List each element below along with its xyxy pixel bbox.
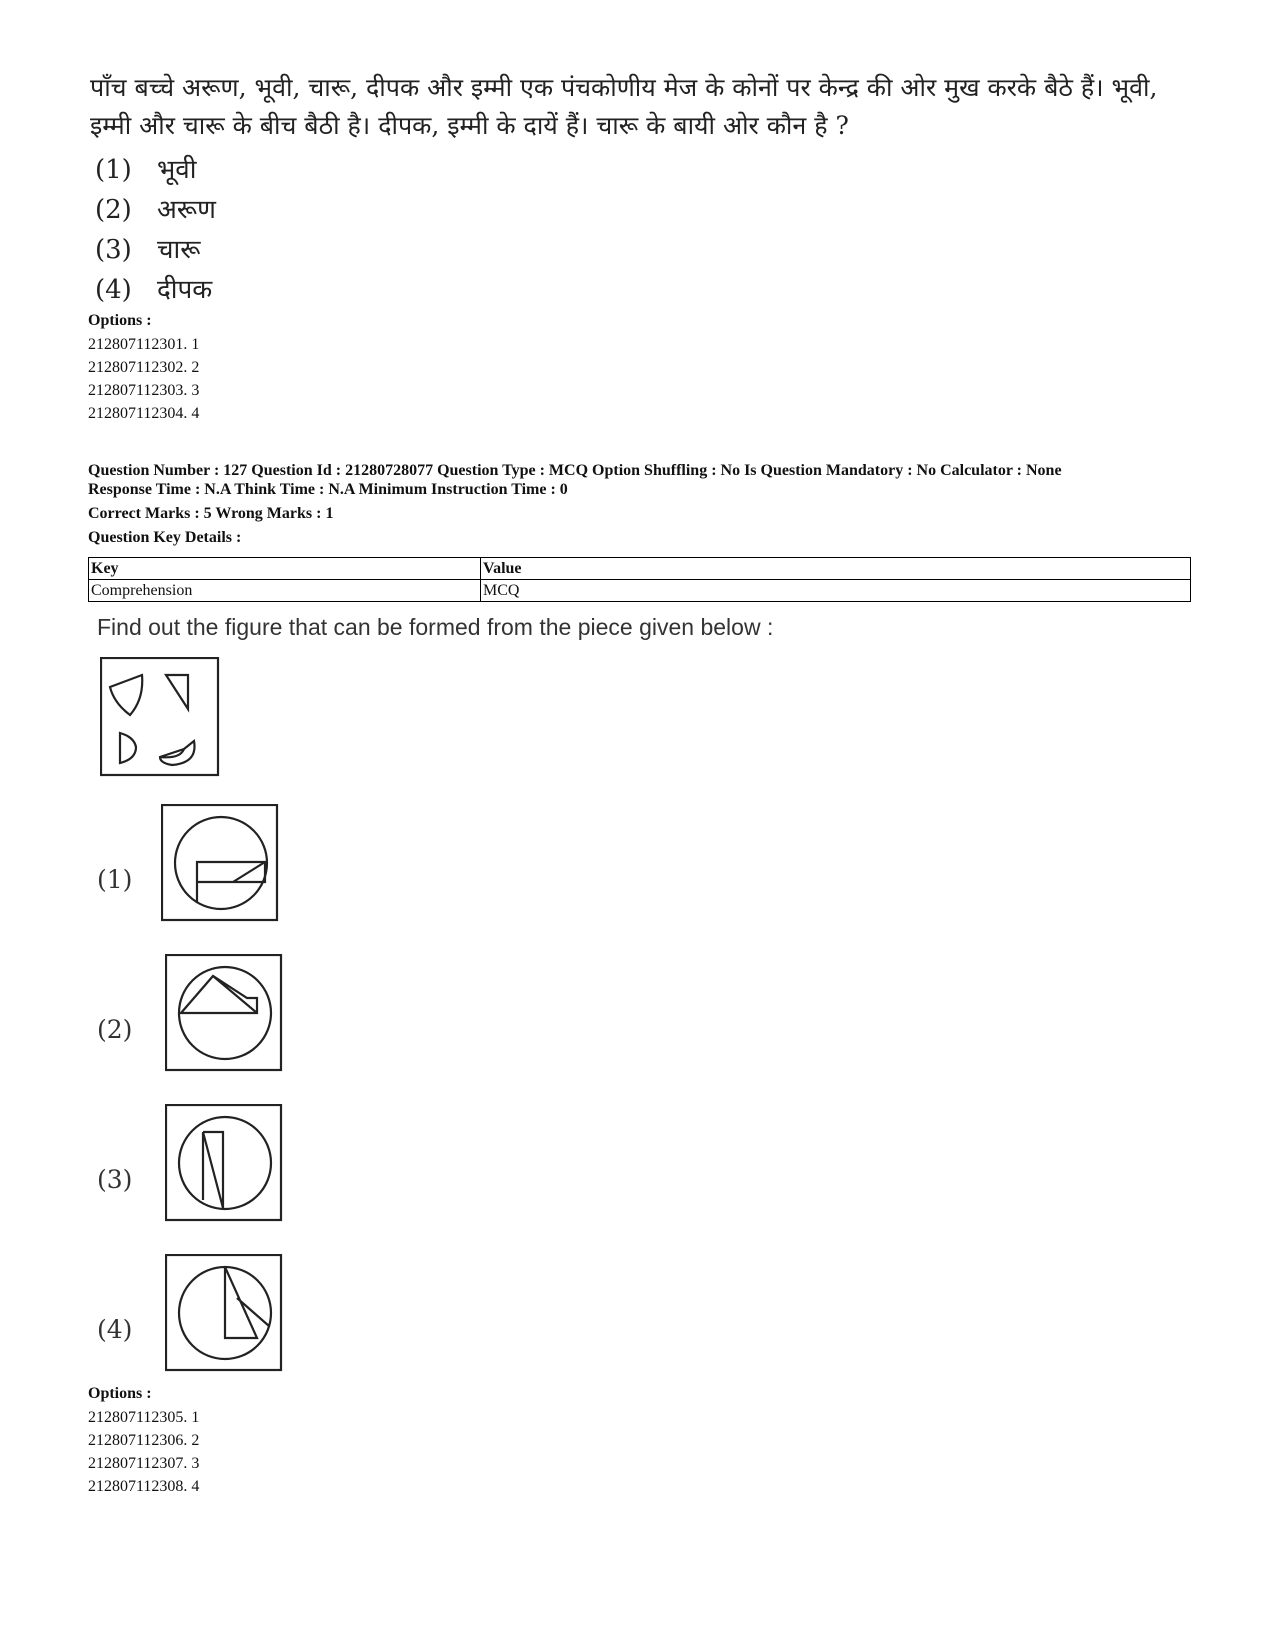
figure-label-3: (3) <box>97 1165 133 1194</box>
q1-choice-2 <box>95 190 216 226</box>
piece-triangle <box>166 675 188 709</box>
table-row <box>89 580 1191 602</box>
q1-option-4: 212807112304. 4 <box>88 405 200 422</box>
q2-meta-line1: Question Number : 127 Question Id : 21280728077 Question Type : MCQ Option Shuffling : No Is Question Mandatory : No Calculator : None <box>88 462 1062 479</box>
q2-marks: Correct Marks : 5 Wrong Marks : 1 <box>88 505 334 522</box>
q2-key-details-label: Question Key Details : <box>88 529 242 546</box>
q1-choice-3 <box>95 230 200 266</box>
choice-text: चारू <box>157 235 201 265</box>
q2-question-text: Find out the figure that can be formed from the piece given below : <box>97 614 774 640</box>
figure-option-3 <box>165 1104 283 1222</box>
q1-choice-4 <box>95 270 212 306</box>
piece-segment <box>120 733 136 763</box>
q2-option-4: 212807112308. 4 <box>88 1478 200 1495</box>
figure-option-1 <box>161 804 279 922</box>
table-cell-key: Comprehension <box>89 580 481 602</box>
table-header-row <box>89 558 1191 580</box>
q2-option-2: 212807112306. 2 <box>88 1432 200 1449</box>
q1-option-2: 212807112302. 2 <box>88 359 200 376</box>
choice-number: (1) <box>95 155 132 185</box>
choice-number: (3) <box>95 235 132 265</box>
table-header-value: Value <box>481 558 1191 580</box>
q2-option-3: 212807112307. 3 <box>88 1455 200 1472</box>
figure-option-4 <box>165 1254 283 1372</box>
pieces-figure <box>100 657 220 777</box>
choice-text: दीपक <box>157 275 213 305</box>
q1-option-1: 212807112301. 1 <box>88 336 200 353</box>
piece-quarter-sector <box>110 675 142 715</box>
choice-text: अरूण <box>157 195 216 225</box>
q1-option-3: 212807112303. 3 <box>88 382 200 399</box>
question-key-table <box>88 557 1191 602</box>
figure-label-4: (4) <box>97 1315 133 1344</box>
q2-meta-line2: Response Time : N.A Think Time : N.A Minimum Instruction Time : 0 <box>88 481 568 498</box>
table-cell-value: MCQ <box>481 580 1191 602</box>
q1-text-line1: पाँच बच्चे अरूण, भूवी, चारू, दीपक और इम्मी एक पंचकोणीय मेज के कोनों पर केन्द्र की ओर मुख करके बैठे हैं। भूवी, <box>90 73 1158 102</box>
q1-options-label: Options : <box>88 312 152 329</box>
q2-option-1: 212807112305. 1 <box>88 1409 200 1426</box>
piece-arc <box>160 741 195 765</box>
table-header-key: Key <box>89 558 481 580</box>
choice-number: (2) <box>95 195 132 225</box>
figure-label-1: (1) <box>97 865 133 894</box>
q2-options-label: Options : <box>88 1385 152 1402</box>
q1-text-line2: इम्मी और चारू के बीच बैठी है। दीपक, इम्मी के दायें हैं। चारू के बायी ओर कौन है ? <box>90 111 849 140</box>
figure-option-2 <box>165 954 283 1072</box>
q1-choice-1 <box>95 150 196 186</box>
choice-number: (4) <box>95 275 132 305</box>
figure-label-2: (2) <box>97 1015 133 1044</box>
choice-text: भूवी <box>157 155 197 185</box>
